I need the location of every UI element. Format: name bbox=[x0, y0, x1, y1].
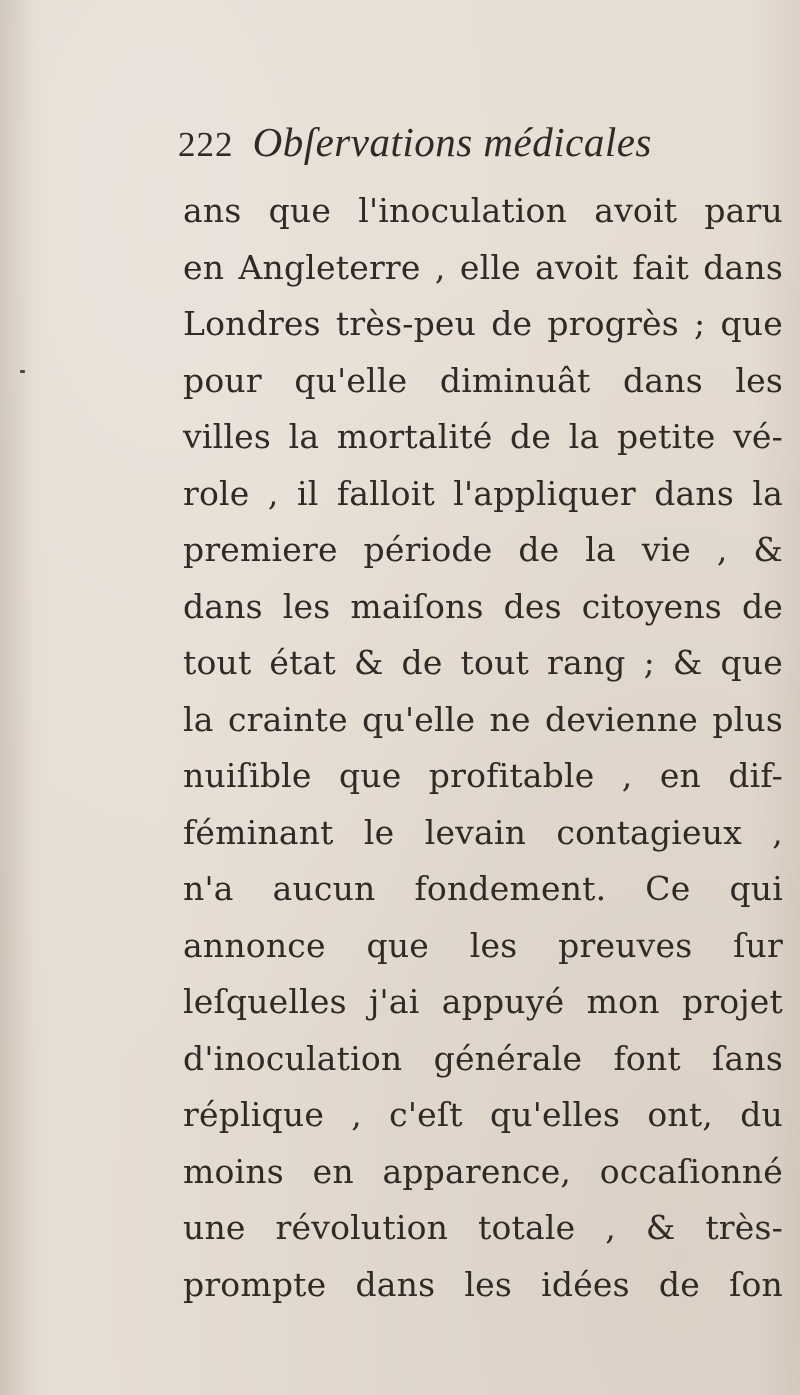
page-edge-shadow bbox=[0, 0, 34, 1395]
text-line: d'inoculation générale font ſans bbox=[183, 1038, 783, 1078]
body-text bbox=[183, 183, 783, 1313]
text-line: dans les maiſons des citoyens de bbox=[183, 586, 783, 626]
text-line: la crainte qu'elle ne devienne plus bbox=[183, 699, 783, 739]
text-line: tout état & de tout rang ; & que bbox=[183, 643, 783, 682]
text-line: Londres très-peu de progrès ; que bbox=[183, 304, 783, 343]
margin-mark bbox=[20, 370, 25, 373]
text-line: leſquelles j'ai appuyé mon projet bbox=[183, 982, 783, 1021]
text-line: une révolution totale , & très- bbox=[183, 1208, 783, 1247]
text-line: moins en apparence, occaſionné bbox=[183, 1151, 783, 1191]
text-line: féminant le levain contagieux , bbox=[183, 812, 783, 852]
text-line: villes la mortalité de la petite vé- bbox=[183, 417, 783, 456]
running-title: Obſervations médicales bbox=[252, 119, 652, 165]
text-line: réplique , c'eſt qu'elles ont, du bbox=[183, 1095, 783, 1134]
text-line: ans que l'inoculation avoit paru bbox=[183, 191, 783, 230]
text-line: n'a aucun fondement. Ce qui bbox=[183, 869, 783, 908]
text-line: premiere période de la vie , & bbox=[183, 530, 783, 569]
text-line: en Angleterre , elle avoit fait dans bbox=[183, 247, 783, 287]
page-number: 222 bbox=[178, 125, 234, 164]
text-line: prompte dans les idées de ſon bbox=[183, 1264, 783, 1304]
text-line: pour qu'elle diminuât dans les bbox=[183, 360, 783, 400]
running-header bbox=[178, 118, 778, 174]
text-line: role , il falloit l'appliquer dans la bbox=[183, 473, 783, 513]
text-line: nuiſible que profitable , en dif- bbox=[183, 756, 783, 795]
text-line: annonce que les preuves ſur bbox=[183, 925, 783, 965]
